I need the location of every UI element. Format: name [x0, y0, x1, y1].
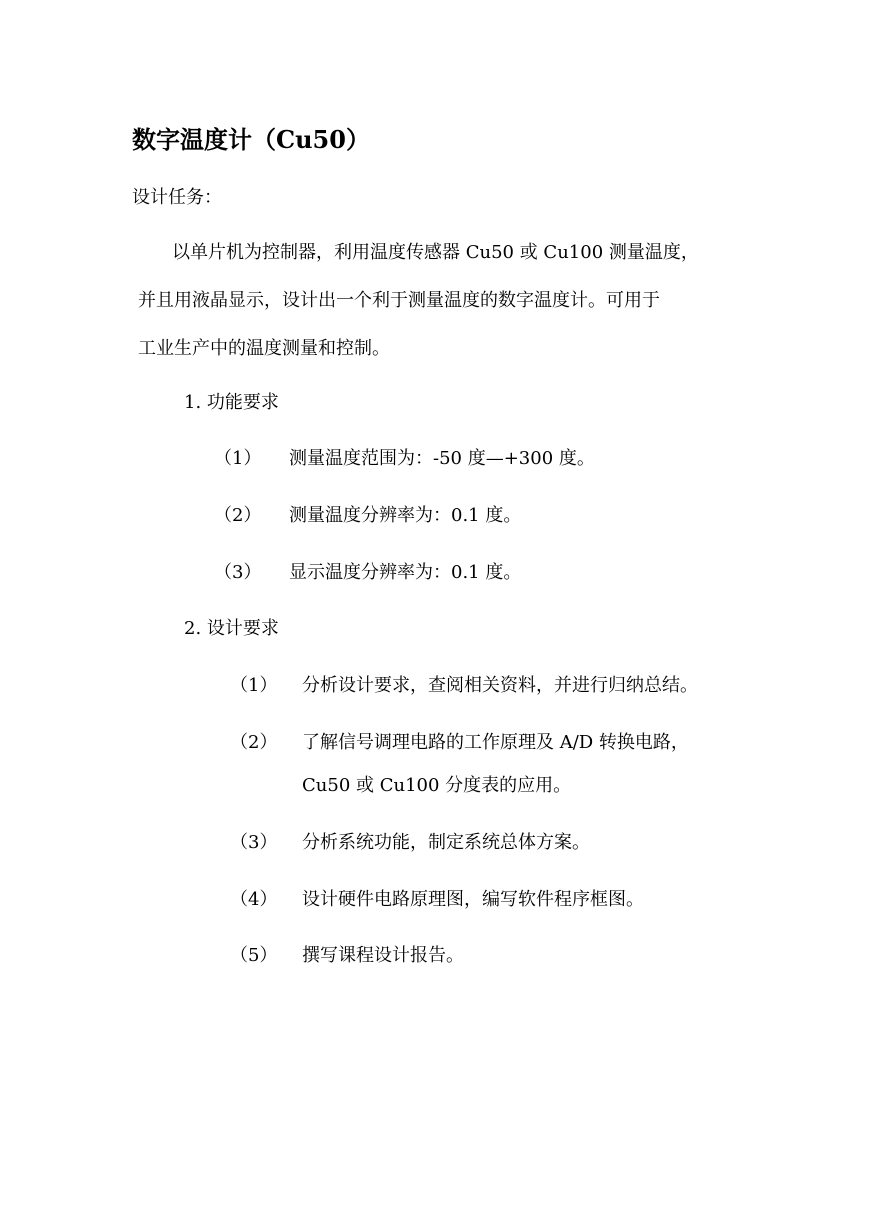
item-text: 撰写课程设计报告。 — [302, 945, 464, 966]
section2-item-3 — [230, 830, 590, 856]
section1-heading: 1. 功能要求 — [184, 392, 279, 413]
item-text: 测量温度分辨率为：0.1 度。 — [289, 505, 522, 526]
section2-heading: 2. 设计要求 — [184, 618, 279, 639]
item-text: 分析系统功能，制定系统总体方案。 — [302, 832, 590, 853]
section1-item-2 — [214, 503, 521, 529]
section2-item-4 — [230, 887, 644, 913]
section1-item-1 — [214, 446, 595, 472]
section2-item-2-continuation: Cu50 或 Cu100 分度表的应用。 — [302, 775, 572, 796]
item-number: （3） — [230, 832, 278, 853]
item-number: （5） — [230, 945, 278, 966]
item-number: （1） — [230, 675, 278, 696]
section1-item-3 — [214, 560, 521, 586]
item-text: 显示温度分辨率为：0.1 度。 — [289, 562, 522, 583]
section2-item-5 — [230, 943, 464, 969]
item-text: 设计硬件电路原理图，编写软件程序框图。 — [302, 889, 644, 910]
item-number: （1） — [214, 448, 262, 469]
intro-line-2: 并且用液晶显示，设计出一个利于测量温度的数字温度计。可用于 — [138, 290, 660, 311]
item-number: （2） — [214, 505, 262, 526]
document-title: 数字温度计（Cu50） — [132, 125, 370, 154]
intro-line-3: 工业生产中的温度测量和控制。 — [138, 338, 390, 359]
item-text: 了解信号调理电路的工作原理及 A/D 转换电路， — [302, 732, 689, 753]
section-label: 设计任务： — [132, 187, 222, 208]
item-number: （2） — [230, 732, 278, 753]
item-text: 分析设计要求，查阅相关资料，并进行归纳总结。 — [302, 675, 698, 696]
intro-line-1: 以单片机为控制器，利用温度传感器 Cu50 或 Cu100 测量温度， — [172, 242, 699, 263]
section2-item-1 — [230, 673, 698, 699]
item-text: 测量温度范围为：-50 度—+300 度。 — [289, 448, 595, 469]
item-number: （4） — [230, 889, 278, 910]
section2-item-2 — [230, 730, 689, 756]
item-number: （3） — [214, 562, 262, 583]
